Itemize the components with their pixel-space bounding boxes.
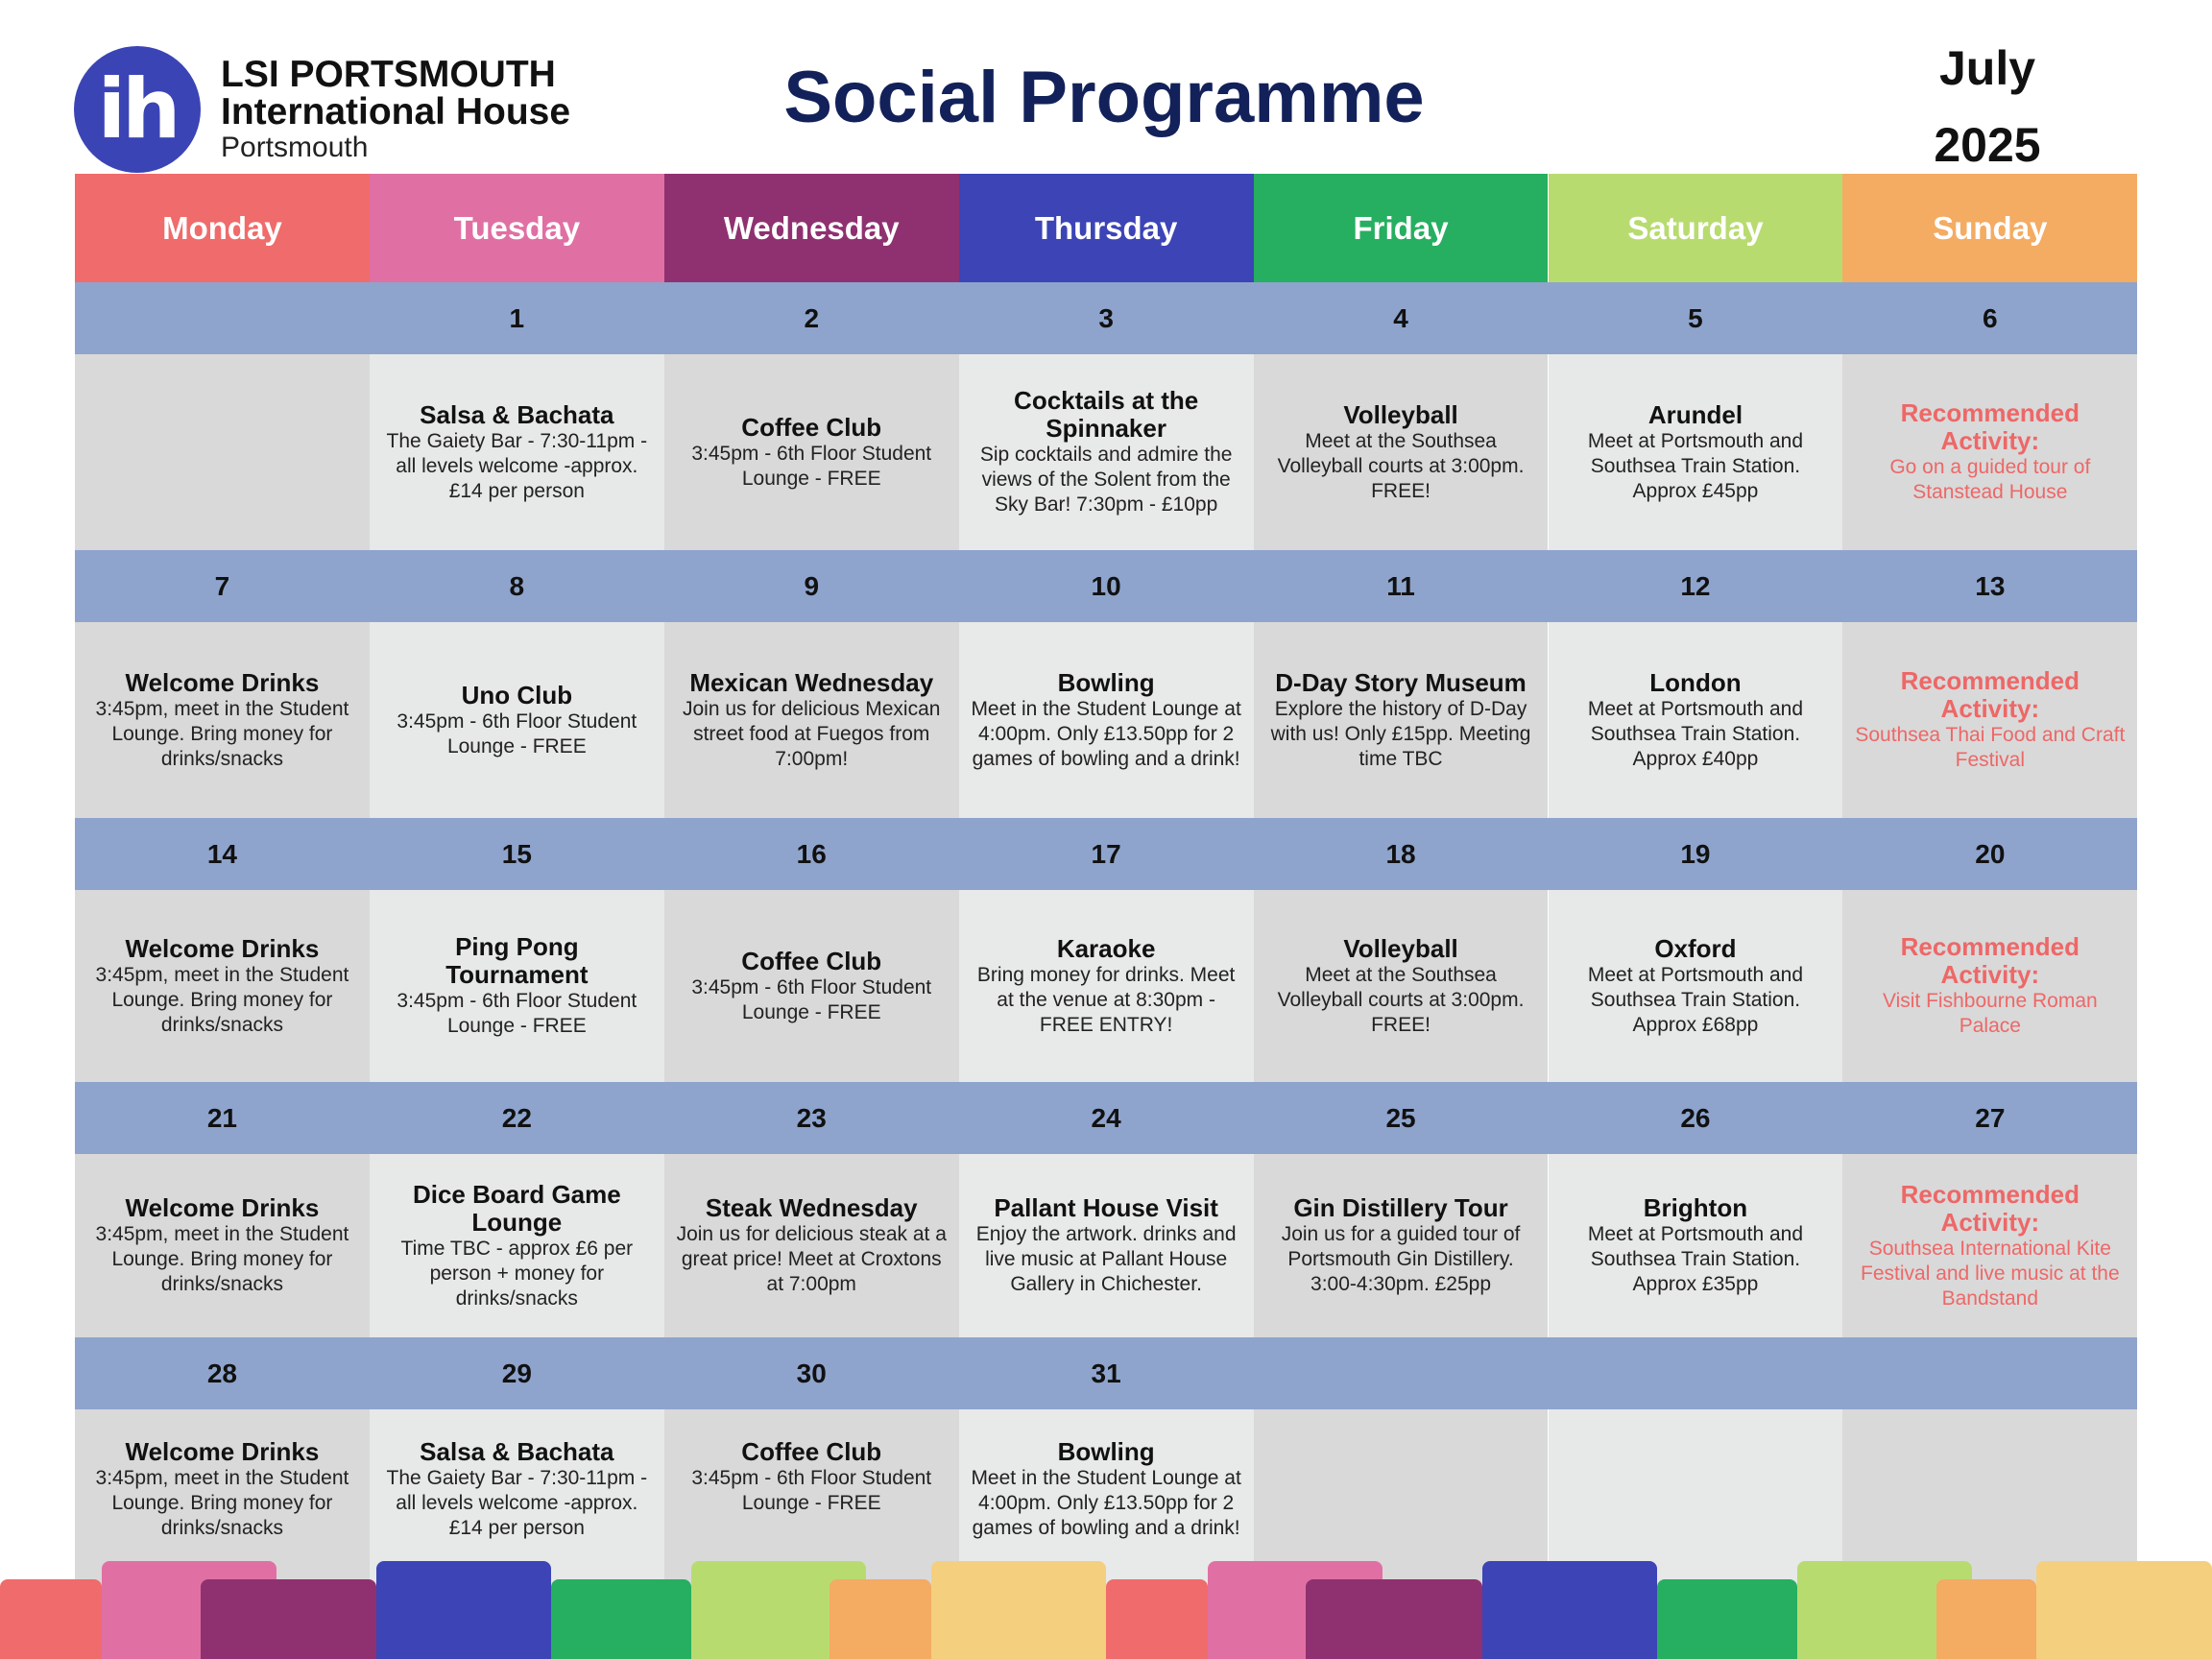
event-title: Volleyball	[1343, 933, 1458, 963]
event-cell	[664, 890, 959, 1082]
date-number: 23	[796, 1102, 827, 1133]
event-title: Salsa & Bachata	[420, 1437, 614, 1466]
event-title: Recommended Activity:	[1900, 666, 2080, 723]
event-description: 3:45pm - 6th Floor Student Lounge - FREE	[397, 990, 637, 1037]
date-number: 14	[206, 838, 238, 869]
event-description: Go on a guided tour of Stanstead House	[1889, 456, 2091, 503]
event-description: Join us for delicious Mexican street food at Fuegos from 7:00pm!	[683, 697, 941, 770]
event-description: 3:45pm, meet in the Student Lounge. Bring money for drinks/snacks	[95, 963, 349, 1036]
date-number: 31	[1091, 1358, 1121, 1388]
event-cell	[75, 890, 370, 1082]
event-title: Welcome Drinks	[125, 1193, 320, 1222]
date-number: 11	[1386, 570, 1415, 601]
date-number: 5	[1688, 302, 1703, 333]
event-description: 3:45pm, meet in the Student Lounge. Bring money for drinks/snacks	[95, 1467, 349, 1539]
event-title: Welcome Drinks	[125, 1437, 320, 1466]
color-block-yellow	[931, 1561, 1106, 1659]
event-cell	[1549, 890, 1843, 1082]
event-cell	[664, 354, 959, 550]
recommended-activity-cell	[1842, 890, 2137, 1082]
date-number: 20	[1975, 838, 2006, 869]
event-cell	[1549, 622, 1843, 818]
color-block-orange	[1936, 1579, 2036, 1659]
date-number	[1254, 1337, 1549, 1409]
date-number: 7	[214, 570, 230, 601]
event-title: Steak Wednesday	[705, 1193, 918, 1222]
event-title: Coffee Club	[741, 412, 882, 442]
date-number: 13	[1975, 570, 2006, 601]
event-title: Mexican Wednesday	[689, 667, 934, 697]
date-number: 19	[1680, 838, 1711, 869]
date-number: 9	[804, 570, 820, 601]
color-block-yellow	[2036, 1561, 2212, 1659]
day-header-friday: Friday	[1254, 174, 1549, 282]
color-block-blue	[1482, 1561, 1657, 1659]
logo-line-1: LSI PORTSMOUTH	[221, 54, 556, 95]
event-title: London	[1649, 667, 1742, 697]
event-title: Coffee Club	[741, 946, 882, 975]
date-number: 29	[501, 1358, 532, 1388]
event-cell	[370, 890, 664, 1082]
event-title: Recommended Activity:	[1900, 398, 2080, 455]
ih-logo-mark: ih	[74, 46, 201, 173]
event-description: Meet at the Southsea Volleyball courts at 3:00pm. FREE!	[1277, 963, 1525, 1036]
event-title: Arundel	[1647, 399, 1743, 429]
day-header-monday: Monday	[75, 174, 370, 282]
event-description: 3:45pm, meet in the Student Lounge. Bring money for drinks/snacks	[95, 1223, 349, 1295]
event-title: Welcome Drinks	[125, 933, 320, 963]
event-description: The Gaiety Bar - 7:30-11pm - all levels welcome -approx. £14 per person	[386, 429, 648, 502]
event-description: Meet at Portsmouth and Southsea Train Station. Approx £40pp	[1587, 697, 1803, 770]
date-number: 26	[1680, 1102, 1711, 1133]
event-cell	[75, 622, 370, 818]
year-label: 2025	[1934, 118, 2041, 172]
event-cell	[75, 354, 370, 550]
recommended-activity-cell	[1842, 622, 2137, 818]
date-number: 25	[1385, 1102, 1416, 1133]
event-description: Time TBC - approx £6 per person + money for drinks/snacks	[400, 1237, 634, 1310]
date-number: 24	[1091, 1102, 1121, 1133]
event-title: Uno Club	[461, 680, 573, 709]
event-description: Meet in the Student Lounge at 4:00pm. Only £13.50pp for 2 games of bowling and a drink!	[971, 697, 1241, 770]
date-number: 27	[1975, 1102, 2006, 1133]
event-description: The Gaiety Bar - 7:30-11pm - all levels welcome -approx. £14 per person	[386, 1467, 648, 1539]
event-title: Bowling	[1057, 667, 1155, 697]
event-cell	[959, 354, 1254, 550]
date-number: 17	[1091, 838, 1121, 869]
event-cell	[370, 1154, 664, 1337]
event-description: Meet at Portsmouth and Southsea Train Station. Approx £35pp	[1587, 1223, 1803, 1295]
event-cell	[664, 622, 959, 818]
event-cell	[370, 354, 664, 550]
date-number: 10	[1091, 570, 1121, 601]
date-number	[1842, 1337, 2137, 1409]
event-description: Visit Fishbourne Roman Palace	[1882, 990, 2098, 1037]
event-cell	[1549, 354, 1843, 550]
color-block-blue	[376, 1561, 551, 1659]
event-description: Sip cocktails and admire the views of the Solent from the Sky Bar! 7:30pm - £10pp	[979, 444, 1233, 516]
date-number: 21	[206, 1102, 238, 1133]
day-header-tuesday: Tuesday	[370, 174, 664, 282]
event-cell	[1254, 622, 1549, 818]
day-header-saturday: Saturday	[1549, 174, 1843, 282]
event-title: Gin Distillery Tour	[1293, 1193, 1508, 1222]
event-title: Salsa & Bachata	[420, 399, 614, 429]
date-number	[1549, 1337, 1843, 1409]
color-block-green	[551, 1579, 691, 1659]
event-cell	[370, 622, 664, 818]
event-description: Meet at the Southsea Volleyball courts at 3:00pm. FREE!	[1277, 429, 1525, 502]
event-cell	[959, 890, 1254, 1082]
date-number: 6	[1983, 302, 1998, 333]
event-cell	[1254, 354, 1549, 550]
logo-line-2: International House	[221, 91, 571, 132]
date-number: 30	[796, 1358, 827, 1388]
event-title: Oxford	[1654, 933, 1737, 963]
logo-line-3: Portsmouth	[221, 132, 369, 163]
color-block-orange	[830, 1579, 931, 1659]
color-block-purple	[201, 1579, 376, 1659]
date-number: 22	[501, 1102, 532, 1133]
date-number: 15	[501, 838, 532, 869]
event-cell	[1549, 1154, 1843, 1337]
event-title: Coffee Club	[741, 1437, 882, 1466]
event-title: Volleyball	[1343, 399, 1458, 429]
color-block-green	[1657, 1579, 1797, 1659]
month-label: July	[1938, 41, 2036, 95]
event-description: 3:45pm - 6th Floor Student Lounge - FREE	[397, 709, 637, 757]
event-description: Join us for a guided tour of Portsmouth Gin Distillery. 3:00-4:30pm. £25pp	[1281, 1223, 1521, 1295]
event-title: Welcome Drinks	[125, 667, 320, 697]
event-description: Explore the history of D-Day with us! Only £15pp. Meeting time TBC	[1270, 697, 1531, 770]
event-description: 3:45pm - 6th Floor Student Lounge - FREE	[691, 1467, 932, 1514]
event-cell	[959, 1154, 1254, 1337]
color-block-red	[0, 1579, 102, 1659]
event-description: Meet in the Student Lounge at 4:00pm. Only £13.50pp for 2 games of bowling and a drink!	[971, 1467, 1241, 1539]
date-number: 8	[509, 570, 525, 601]
event-title: Recommended Activity:	[1900, 1179, 2080, 1237]
date-number: 2	[804, 302, 820, 333]
date-number: 28	[206, 1358, 238, 1388]
date-number: 4	[1393, 302, 1408, 333]
date-number: 12	[1680, 570, 1711, 601]
event-title: Dice Board Game Lounge	[412, 1179, 621, 1237]
color-block-purple	[1306, 1579, 1482, 1659]
event-title: Recommended Activity:	[1900, 932, 2080, 989]
event-title: Pallant House Visit	[994, 1193, 1218, 1222]
date-number: 16	[796, 838, 827, 869]
date-number: 18	[1385, 838, 1416, 869]
event-title: Brighton	[1643, 1193, 1748, 1222]
recommended-activity-cell	[1842, 1154, 2137, 1337]
event-description: 3:45pm, meet in the Student Lounge. Bring money for drinks/snacks	[95, 697, 349, 770]
date-number: 1	[509, 302, 525, 333]
event-cell	[959, 622, 1254, 818]
event-description: Southsea Thai Food and Craft Festival	[1855, 724, 2126, 771]
event-description: Meet at Portsmouth and Southsea Train Station. Approx £45pp	[1587, 429, 1803, 502]
event-title: D-Day Story Museum	[1275, 667, 1527, 697]
event-description: Meet at Portsmouth and Southsea Train Station. Approx £68pp	[1587, 963, 1803, 1036]
event-title: Ping Pong Tournament	[445, 932, 589, 989]
event-description: Join us for delicious steak at a great price! Meet at Croxtons at 7:00pm	[676, 1223, 947, 1295]
event-description: 3:45pm - 6th Floor Student Lounge - FREE	[691, 442, 932, 490]
recommended-activity-cell	[1842, 354, 2137, 550]
event-title: Bowling	[1057, 1437, 1155, 1466]
day-header-thursday: Thursday	[959, 174, 1254, 282]
color-block-red	[1106, 1579, 1208, 1659]
date-number	[75, 282, 370, 354]
day-header-wednesday: Wednesday	[664, 174, 959, 282]
event-cell	[1254, 1154, 1549, 1337]
date-number: 3	[1098, 302, 1114, 333]
event-title: Karaoke	[1056, 933, 1156, 963]
event-cell	[1254, 890, 1549, 1082]
event-description: Bring money for drinks. Meet at the venue at 8:30pm - FREE ENTRY!	[976, 963, 1236, 1036]
page-title: Social Programme	[783, 57, 1425, 138]
day-header-sunday: Sunday	[1842, 174, 2137, 282]
event-description: Enjoy the artwork. drinks and live music at Pallant House Gallery in Chichester.	[975, 1223, 1237, 1295]
event-cell	[664, 1154, 959, 1337]
event-description: 3:45pm - 6th Floor Student Lounge - FREE	[691, 975, 932, 1023]
event-description: Southsea International Kite Festival and live music at the Bandstand	[1861, 1237, 2120, 1310]
event-cell	[75, 1154, 370, 1337]
event-title: Cocktails at the Spinnaker	[1014, 386, 1199, 443]
